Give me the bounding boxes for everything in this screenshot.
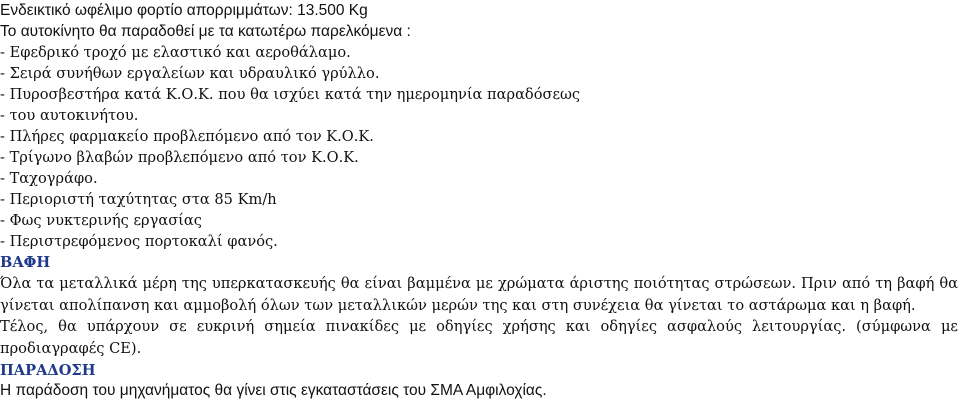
accessory-item: - του αυτοκινήτου.: [0, 107, 139, 124]
accessory-item: - Ταχογράφο.: [0, 170, 98, 187]
delivery-heading: ΠΑΡΑΔΟΣΗ: [0, 362, 96, 379]
painting-heading: ΒΑΦΗ: [0, 254, 51, 271]
accessory-item: - Εφεδρικό τροχό με ελαστικό και αεροθάλαμο.: [0, 44, 351, 61]
painting-paragraph: Όλα τα μεταλλικά μέρη της υπερκατασκευής θα είναι βαμμένα με χρώματα άριστης ποιότητας στρώσεων. Πριν από τη βαφή θα γίνεται απολίπανση και αμμοβολή όλων των μεταλλικών μερών της και στη συνέχεια θα γίνεται το αστάρωμα και η βαφή.: [0, 275, 958, 314]
accessory-item: - Περιοριστή ταχύτητας στα 85 Km/h: [0, 191, 277, 208]
accessory-item: - Φως νυκτερινής εργασίας: [0, 212, 202, 229]
painting-paragraph: Τέλος, θα υπάρχουν σε ευκρινή σημεία πινακίδες με οδηγίες χρήσης και οδηγίες ασφαλούς λειτουργίας. (σύμφωνα με προδιαγραφές CE).: [0, 318, 958, 357]
delivery-text: Η παράδοση του μηχανήματος θα γίνει στις εγκαταστάσεις του ΣΜΑ Αμφιλοχίας.: [0, 382, 547, 399]
accessory-item: - Πλήρες φαρμακείο προβλεπόμενο από τον Κ.Ο.Κ.: [0, 128, 374, 145]
accessory-item: - Πυροσβεστήρα κατά Κ.Ο.Κ. που θα ισχύει κατά την ημερομηνία παραδόσεως: [0, 86, 581, 103]
accessory-item: - Περιστρεφόμενος πορτοκαλί φανός.: [0, 233, 278, 250]
accessory-item: - Σειρά συνήθων εργαλείων και υδραυλικό γρύλλο.: [0, 65, 380, 82]
accessory-item: - Τρίγωνο βλαβών προβλεπόμενο από τον Κ.Ο.Κ.: [0, 149, 359, 166]
payload-line: Ενδεικτικό ωφέλιμο φορτίο απορριμμάτων: 13.500 Kg: [0, 2, 368, 19]
delivery-intro: Το αυτοκίνητο θα παραδοθεί με τα κατωτέρω παρελκόμενα :: [0, 23, 411, 40]
